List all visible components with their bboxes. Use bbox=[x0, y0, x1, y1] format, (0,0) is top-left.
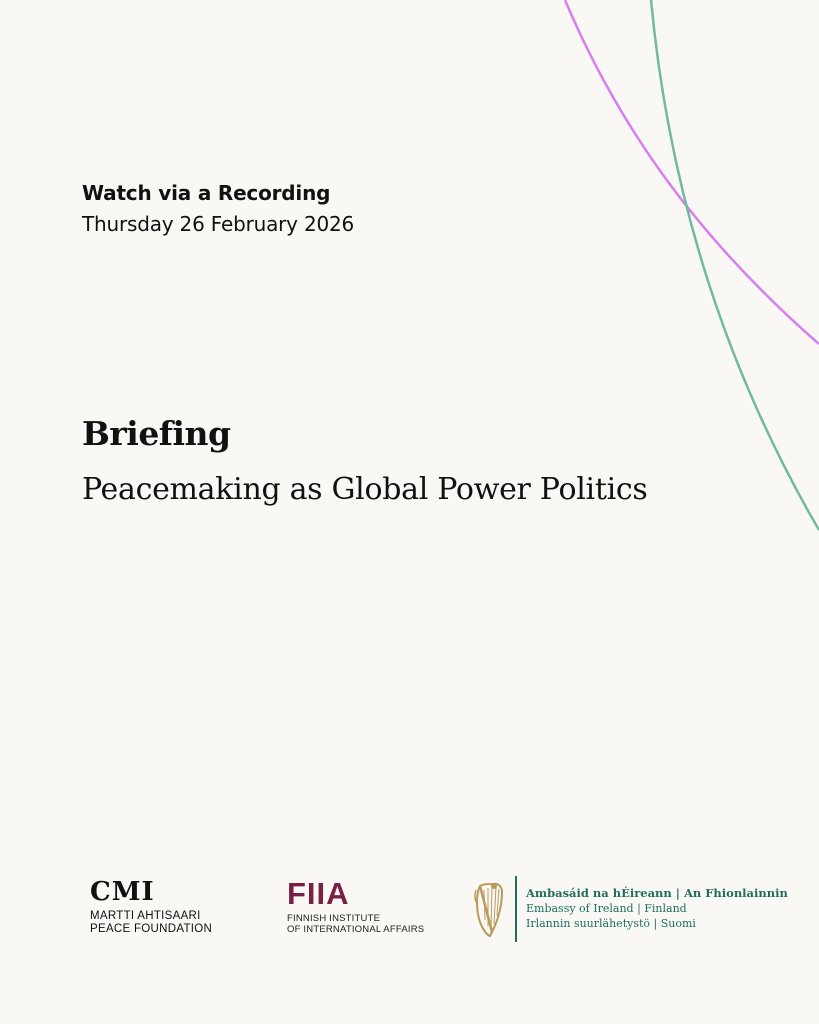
embassy-divider bbox=[515, 876, 517, 942]
fiia-logo-line2: OF INTERNATIONAL AFFAIRS bbox=[287, 924, 425, 935]
fiia-logo bbox=[287, 878, 424, 935]
event-title: Peacemaking as Global Power Politics bbox=[82, 472, 648, 507]
cmi-logo-mark: CMI bbox=[90, 877, 155, 907]
event-format: Watch via a Recording bbox=[82, 181, 331, 205]
green-curve bbox=[651, 0, 819, 530]
cmi-logo-text bbox=[90, 910, 212, 936]
embassy-line-english: Embassy of Ireland | Finland bbox=[526, 902, 687, 915]
embassy-line-irish: Ambasáid na hÉireann | An Fhionlainnin bbox=[526, 886, 788, 900]
purple-curve bbox=[565, 0, 819, 344]
cmi-logo-line1: MARTTI AHTISAARI bbox=[90, 910, 201, 922]
fiia-logo-line1: FINNISH INSTITUTE bbox=[287, 913, 381, 924]
event-date: Thursday 26 February 2026 bbox=[82, 212, 355, 236]
cmi-logo bbox=[90, 878, 212, 936]
event-kind: Briefing bbox=[82, 414, 231, 453]
embassy-logo-text bbox=[526, 886, 788, 931]
embassy-line-finnish: Irlannin suurlähetystö | Suomi bbox=[526, 917, 696, 930]
harp-icon bbox=[472, 880, 508, 938]
fiia-logo-mark: FIIA bbox=[287, 876, 350, 911]
fiia-logo-text bbox=[287, 913, 424, 935]
cmi-logo-line2: PEACE FOUNDATION bbox=[90, 923, 213, 935]
